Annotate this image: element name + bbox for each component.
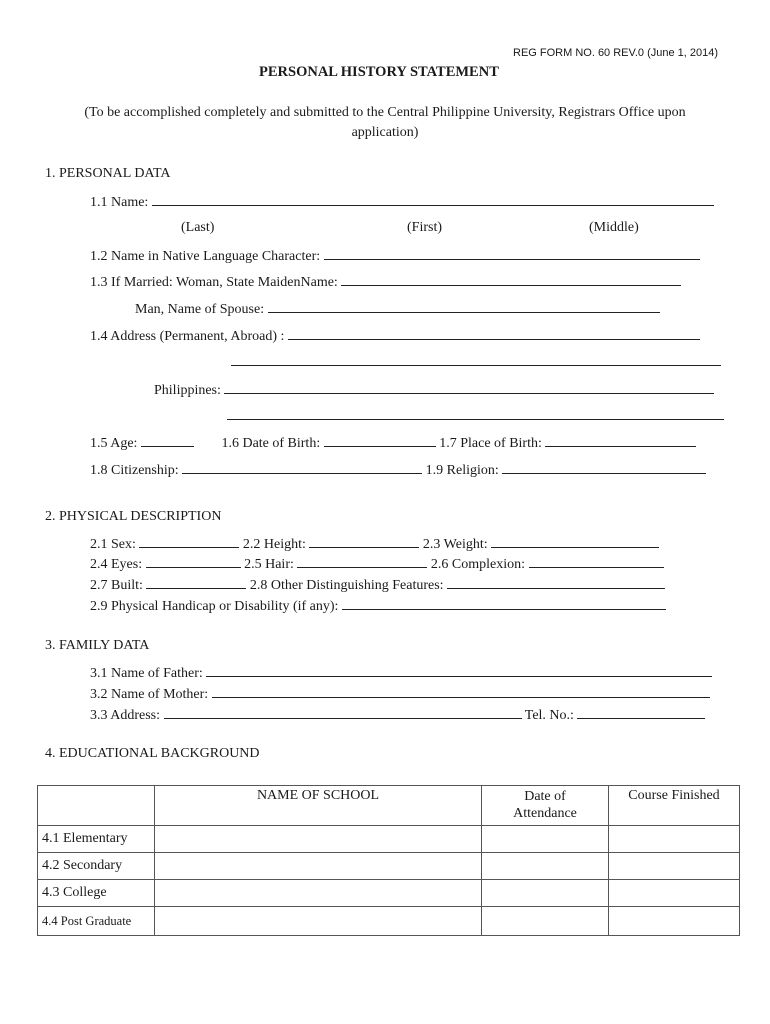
college-date-cell[interactable] bbox=[482, 880, 609, 907]
mother-label: 3.2 Name of Mother: bbox=[90, 687, 209, 702]
eyes-hair-complexion-row bbox=[90, 555, 664, 573]
post-graduate-date-cell[interactable] bbox=[482, 907, 609, 936]
built-field[interactable] bbox=[146, 576, 246, 589]
philippines-row bbox=[154, 381, 714, 399]
handicap-label: 2.9 Physical Handicap or Disability (if any): bbox=[90, 599, 339, 614]
secondary-date-cell[interactable] bbox=[482, 853, 609, 880]
form-number: REG FORM NO. 60 REV.0 (June 1, 2014) bbox=[513, 47, 719, 59]
weight-field[interactable] bbox=[491, 535, 659, 548]
family-heading: 3. FAMILY DATA bbox=[45, 638, 150, 653]
address-abroad-row bbox=[90, 327, 700, 345]
secondary-school-cell[interactable] bbox=[155, 853, 482, 880]
address-abroad-label: 1.4 Address (Permanent, Abroad) : bbox=[90, 329, 285, 344]
mother-name-field[interactable] bbox=[212, 685, 710, 698]
course-column-header: Course Finished bbox=[609, 786, 740, 826]
dob-field[interactable] bbox=[324, 434, 436, 447]
handicap-field[interactable] bbox=[342, 597, 666, 610]
sex-field[interactable] bbox=[139, 535, 239, 548]
features-field[interactable] bbox=[447, 576, 665, 589]
weight-label: 2.3 Weight: bbox=[422, 537, 488, 552]
sex-height-weight-row bbox=[90, 535, 659, 553]
eyes-label: 2.4 Eyes: bbox=[90, 557, 143, 572]
built-label: 2.7 Built: bbox=[90, 578, 143, 593]
mother-row bbox=[90, 685, 710, 703]
age-dob-pob-row bbox=[90, 434, 696, 452]
instruction-line-1: (To be accomplished completely and submitted to the Central Philippine University, Registrars Office upon bbox=[84, 105, 686, 120]
philippines-label: Philippines: bbox=[154, 383, 221, 398]
native-name-label: 1.2 Name in Native Language Character: bbox=[90, 249, 321, 264]
date-column-header-line2: Attendance bbox=[513, 806, 577, 821]
complexion-field[interactable] bbox=[529, 555, 664, 568]
family-address-field[interactable] bbox=[164, 706, 522, 719]
address-abroad-field[interactable] bbox=[288, 327, 700, 340]
pob-label: 1.7 Place of Birth: bbox=[439, 436, 542, 451]
citizenship-religion-row bbox=[90, 461, 706, 479]
citizenship-field[interactable] bbox=[182, 461, 422, 474]
dob-label: 1.6 Date of Birth: bbox=[221, 436, 321, 451]
row-label-college: 4.3 College bbox=[38, 880, 155, 907]
date-column-header-line1: Date of bbox=[524, 789, 566, 804]
secondary-course-cell[interactable] bbox=[609, 853, 740, 880]
table-row bbox=[38, 853, 740, 880]
father-name-field[interactable] bbox=[206, 664, 712, 677]
father-label: 3.1 Name of Father: bbox=[90, 666, 203, 681]
name-row bbox=[90, 193, 714, 211]
education-header-row bbox=[38, 786, 740, 826]
eyes-field[interactable] bbox=[146, 555, 241, 568]
elementary-course-cell[interactable] bbox=[609, 826, 740, 853]
row-label-elementary: 4.1 Elementary bbox=[38, 826, 155, 853]
personal-data-heading: 1. PERSONAL DATA bbox=[45, 166, 171, 181]
elementary-school-cell[interactable] bbox=[155, 826, 482, 853]
education-table bbox=[37, 785, 740, 936]
pob-field[interactable] bbox=[545, 434, 696, 447]
spouse-field[interactable] bbox=[268, 300, 660, 313]
handicap-row bbox=[90, 597, 666, 615]
post-graduate-school-cell[interactable] bbox=[155, 907, 482, 936]
philippines-address-field-2[interactable] bbox=[227, 407, 724, 420]
elementary-date-cell[interactable] bbox=[482, 826, 609, 853]
table-row bbox=[38, 826, 740, 853]
age-label: 1.5 Age: bbox=[90, 436, 138, 451]
father-row bbox=[90, 664, 712, 682]
row-label-secondary: 4.2 Secondary bbox=[38, 853, 155, 880]
maiden-name-row bbox=[90, 273, 681, 291]
built-features-row bbox=[90, 576, 665, 594]
hair-label: 2.5 Hair: bbox=[244, 557, 294, 572]
spouse-label: Man, Name of Spouse: bbox=[135, 302, 265, 317]
complexion-label: 2.6 Complexion: bbox=[430, 557, 525, 572]
tel-label: Tel. No.: bbox=[524, 708, 574, 723]
name-field[interactable] bbox=[152, 193, 714, 206]
height-field[interactable] bbox=[309, 535, 419, 548]
row-label-post-graduate: 4.4 Post Graduate bbox=[38, 907, 155, 936]
native-name-field[interactable] bbox=[324, 247, 700, 260]
height-label: 2.2 Height: bbox=[242, 537, 306, 552]
physical-heading: 2. PHYSICAL DESCRIPTION bbox=[45, 509, 222, 524]
family-address-row bbox=[90, 706, 705, 724]
table-row bbox=[38, 907, 740, 936]
tel-field[interactable] bbox=[577, 706, 705, 719]
religion-label: 1.9 Religion: bbox=[425, 463, 499, 478]
middle-name-caption: (Middle) bbox=[589, 220, 639, 235]
table-row bbox=[38, 880, 740, 907]
religion-field[interactable] bbox=[502, 461, 706, 474]
philippines-address-field[interactable] bbox=[224, 381, 714, 394]
age-field[interactable] bbox=[141, 434, 194, 447]
spouse-row bbox=[135, 300, 660, 318]
hair-field[interactable] bbox=[297, 555, 427, 568]
header-blank-cell bbox=[38, 786, 155, 826]
family-address-label: 3.3 Address: bbox=[90, 708, 160, 723]
college-course-cell[interactable] bbox=[609, 880, 740, 907]
citizenship-label: 1.8 Citizenship: bbox=[90, 463, 179, 478]
native-name-row bbox=[90, 247, 700, 265]
education-heading: 4. EDUCATIONAL BACKGROUND bbox=[45, 746, 260, 761]
maiden-name-field[interactable] bbox=[341, 273, 681, 286]
last-name-caption: (Last) bbox=[181, 220, 215, 235]
address-abroad-field-2[interactable] bbox=[231, 353, 721, 366]
college-school-cell[interactable] bbox=[155, 880, 482, 907]
instruction-line-2: application) bbox=[351, 125, 419, 140]
name-label: 1.1 Name: bbox=[90, 195, 149, 210]
maiden-name-label: 1.3 If Married: Woman, State MaidenName: bbox=[90, 275, 338, 290]
post-graduate-course-cell[interactable] bbox=[609, 907, 740, 936]
school-column-header: NAME OF SCHOOL bbox=[155, 786, 482, 826]
date-column-header bbox=[482, 786, 609, 826]
sex-label: 2.1 Sex: bbox=[90, 537, 136, 552]
page-title: PERSONAL HISTORY STATEMENT bbox=[259, 64, 499, 80]
first-name-caption: (First) bbox=[407, 220, 442, 235]
features-label: 2.8 Other Distinguishing Features: bbox=[249, 578, 444, 593]
